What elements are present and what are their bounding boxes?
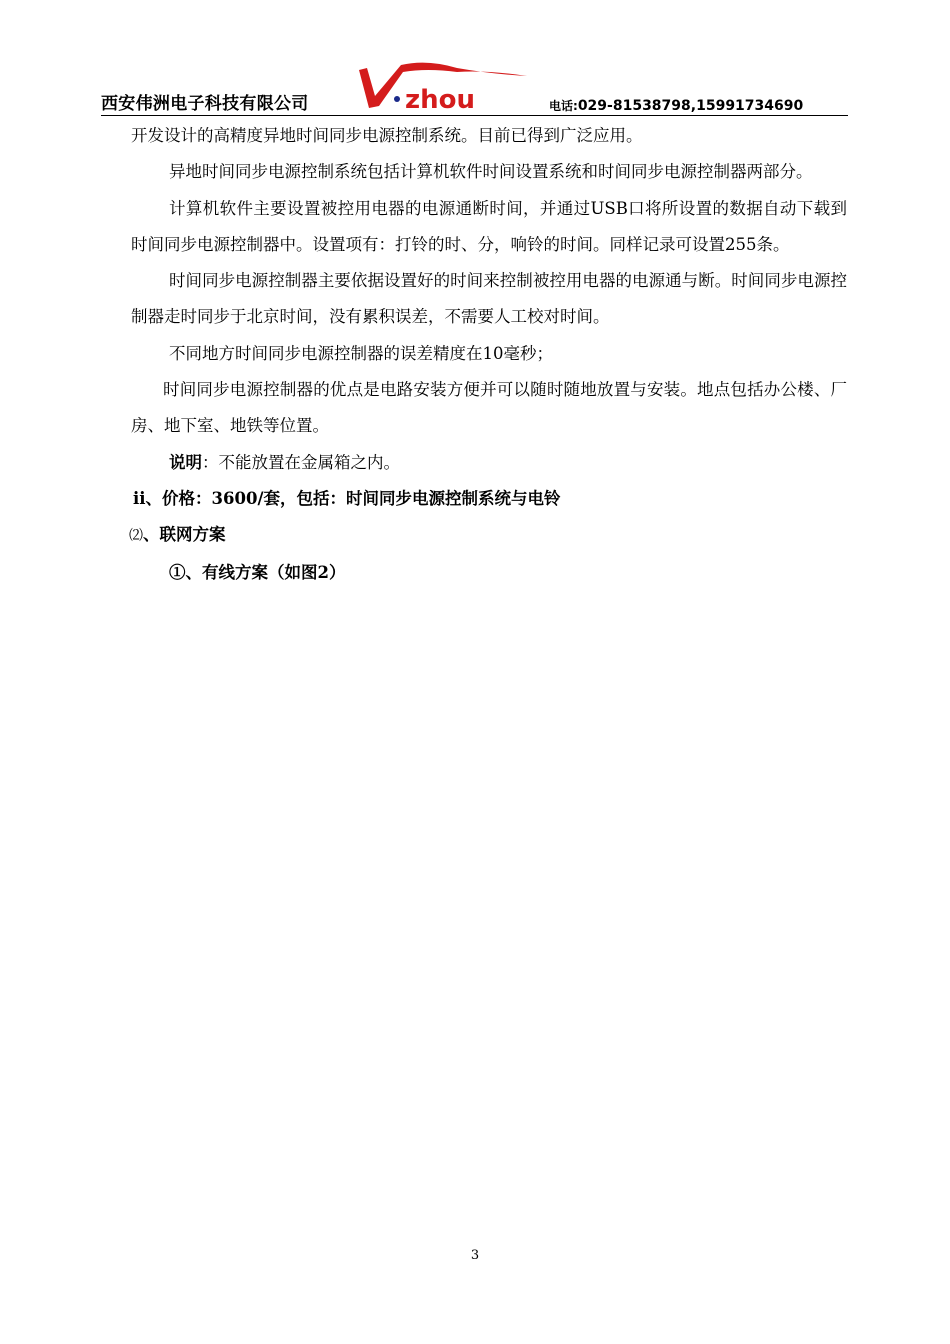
company-name: 西安伟洲电子科技有限公司 xyxy=(101,94,309,114)
paragraph-6: 时间同步电源控制器的优点是电路安装方便并可以随时随地放置与安装。地点包括办公楼、厂房、地下室、地铁等位置。 xyxy=(131,380,847,436)
vzhou-logo xyxy=(357,62,529,114)
section-heading xyxy=(129,517,847,554)
note-paragraph xyxy=(131,445,847,481)
paragraph-4: 时间同步电源控制器主要依据设置好的时间来控制被控用电器的电源通与断。时间同步电源控制器走时同步于北京时间，没有累积误差，不需要人工校对时间。 xyxy=(131,271,847,327)
section-title: 、联网方案 xyxy=(143,525,226,545)
paragraph-1: 开发设计的高精度异地时间同步电源控制系统。目前已得到广泛应用。 xyxy=(131,126,643,145)
paragraph-5: 不同地方时间同步电源控制器的误差精度在10毫秒； xyxy=(169,343,553,363)
page-number: 3 xyxy=(470,1248,480,1263)
paragraph-3: 计算机软件主要设置被控用电器的电源通断时间，并通过USB口将所设置的数据自动下载到时间同步电源控制器中。设置项有：打铃的时、分，响铃的时间。同样记录可设置255条。 xyxy=(131,198,847,254)
phone-label: 电话: xyxy=(549,99,578,113)
section-number: ⑵ xyxy=(129,528,143,545)
svg-text:zhou: zhou xyxy=(405,85,476,114)
phone-numbers: 029-81538798,15991734690 xyxy=(577,98,804,114)
note-label: 说明 xyxy=(169,452,202,472)
page-header xyxy=(101,60,848,116)
header-rule xyxy=(101,115,848,116)
subsection-heading: ①、有线方案（如图2） xyxy=(169,562,346,582)
price-heading: ii、价格：3600/套，包括：时间同步电源控制系统与电铃 xyxy=(133,488,561,508)
document-body xyxy=(131,118,847,591)
phone-info xyxy=(549,97,803,114)
paragraph-2: 异地时间同步电源控制系统包括计算机软件时间设置系统和时间同步电源控制器两部分。 xyxy=(169,162,813,182)
note-text: ：不能放置在金属箱之内。 xyxy=(202,452,400,472)
